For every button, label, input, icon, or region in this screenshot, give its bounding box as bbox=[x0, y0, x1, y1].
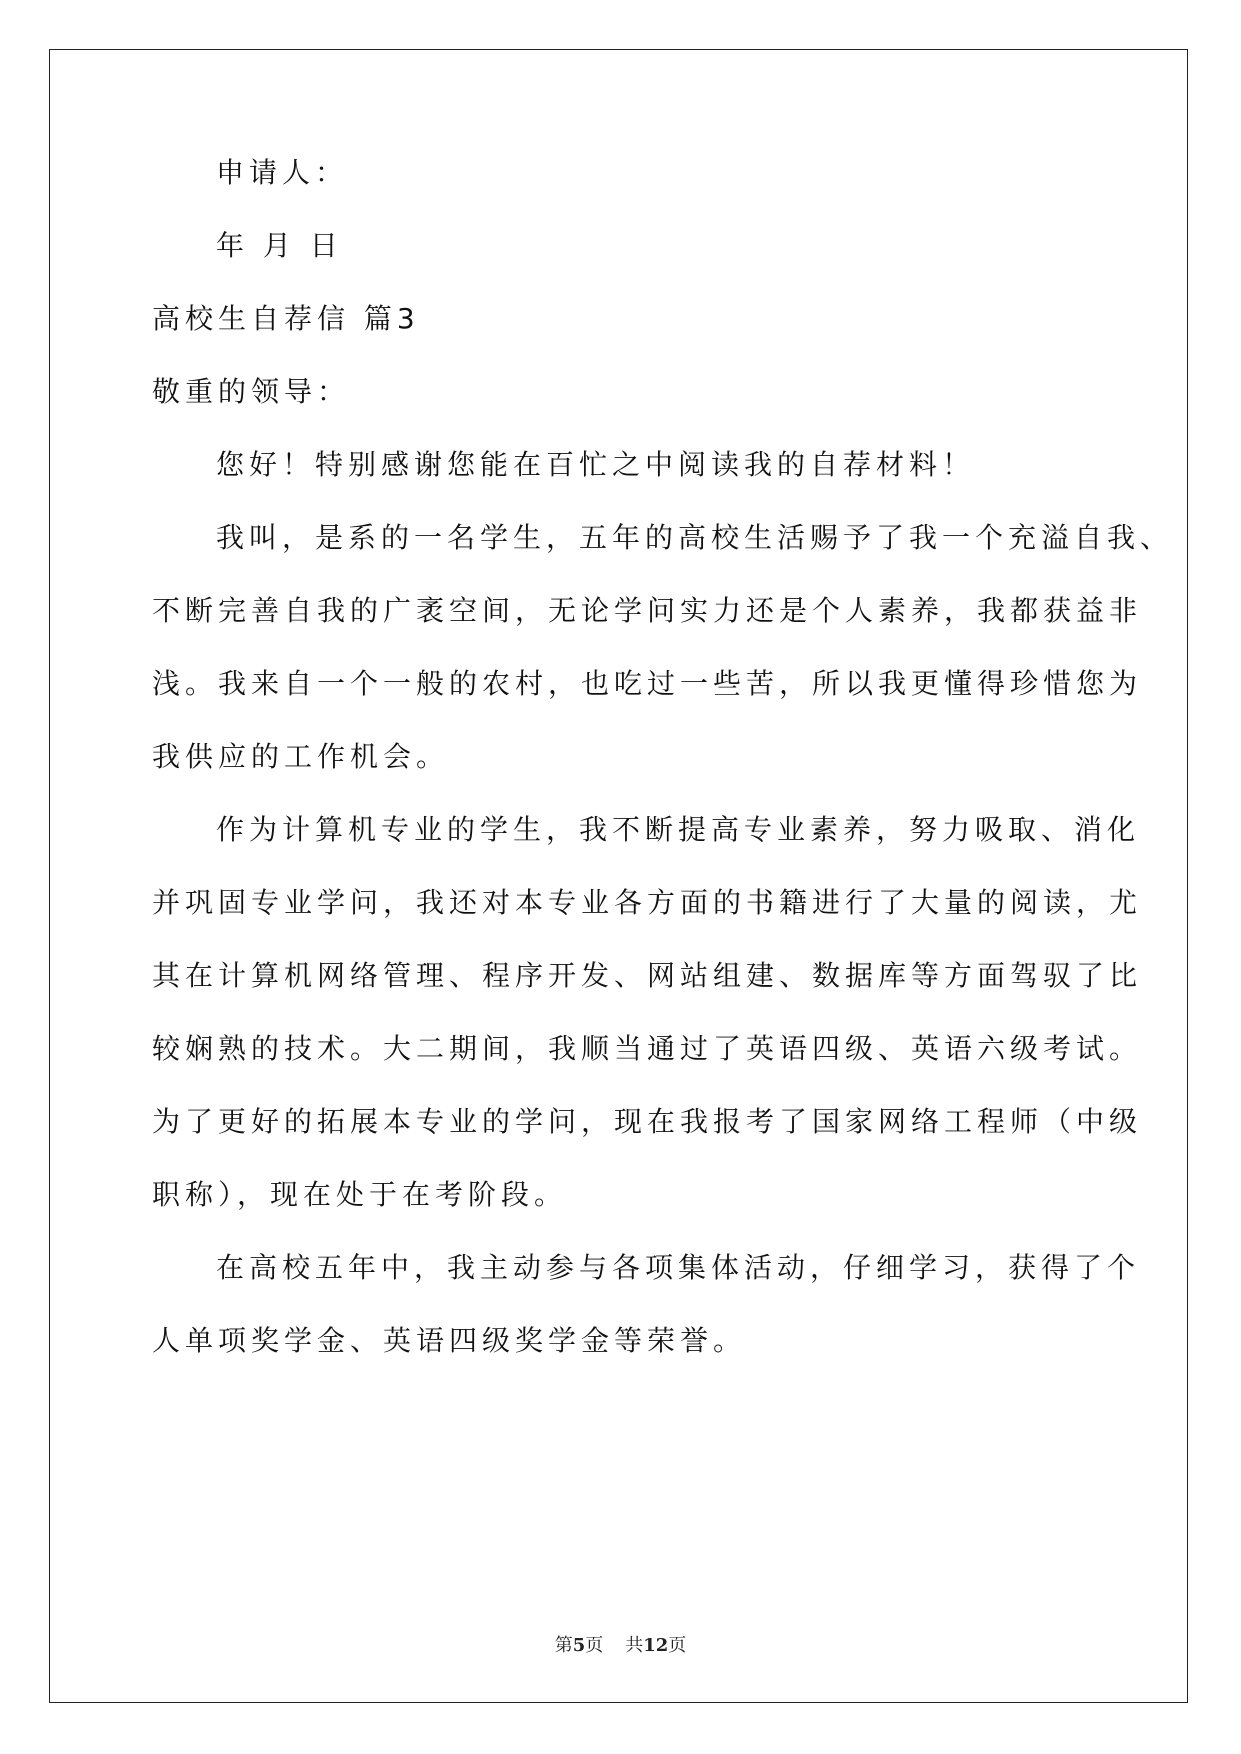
body-line: 不断完善自我的广袤空间，无论学问实力还是个人素养，我都获益非 bbox=[152, 594, 1143, 627]
body-line: 其在计算机网络管理、程序开发、网站组建、数据库等方面驾驭了比 bbox=[152, 959, 1143, 992]
current-page-number: 5 bbox=[572, 1635, 586, 1656]
footer-page-suffix: 页 bbox=[585, 1635, 604, 1656]
footer-total-prefix: 共 bbox=[625, 1635, 644, 1656]
date-line: 年 月 日 bbox=[216, 229, 343, 262]
body-line: 较娴熟的技术。大二期间，我顺当通过了英语四级、英语六级考试。 bbox=[152, 1032, 1143, 1065]
body-line: 我供应的工作机会。 bbox=[152, 740, 450, 773]
body-line: 在高校五年中，我主动参与各项集体活动，仔细学习，获得了个 bbox=[216, 1251, 1141, 1284]
applicant-line: 申请人： bbox=[216, 156, 349, 189]
footer-prefix: 第 bbox=[554, 1635, 573, 1656]
body-line: 并巩固专业学问，我还对本专业各方面的书籍进行了大量的阅读，尤 bbox=[152, 886, 1143, 919]
body-line: 为了更好的拓展本专业的学问，现在我报考了国家网络工程师（中级 bbox=[152, 1105, 1143, 1138]
page-footer bbox=[0, 1631, 1241, 1657]
body-line: 我叫，是系的一名学生，五年的高校生活赐予了我一个充溢自我、 bbox=[216, 521, 1174, 554]
total-page-count: 12 bbox=[643, 1635, 669, 1656]
greeting-paragraph: 您好！特别感谢您能在百忙之中阅读我的自荐材料！ bbox=[216, 448, 976, 481]
body-line: 作为计算机专业的学生，我不断提高专业素养，努力吸取、消化 bbox=[216, 813, 1141, 846]
page-border bbox=[49, 49, 1188, 1703]
section-heading: 高校生自荐信 篇3 bbox=[152, 302, 420, 335]
salutation: 敬重的领导： bbox=[152, 375, 351, 408]
body-line: 浅。我来自一个一般的农村，也吃过一些苦，所以我更懂得珍惜您为 bbox=[152, 667, 1143, 700]
body-line: 职称），现在处于在考阶段。 bbox=[152, 1178, 568, 1211]
footer-total-suffix: 页 bbox=[668, 1635, 687, 1656]
body-line: 人单项奖学金、英语四级奖学金等荣誉。 bbox=[152, 1324, 747, 1357]
